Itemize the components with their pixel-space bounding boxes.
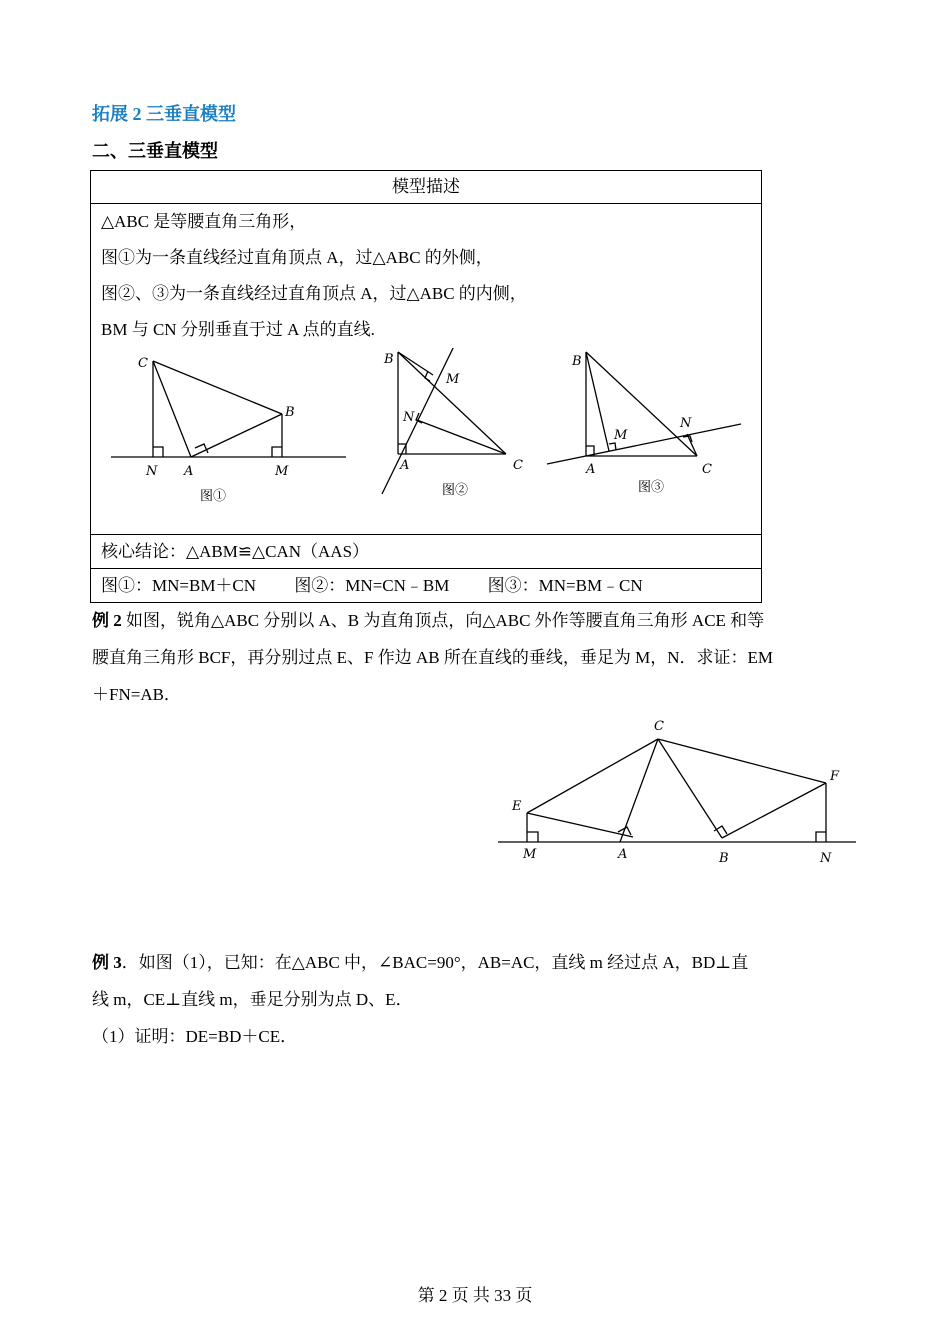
fig1-label-m: M — [275, 464, 289, 479]
fig2-label-c: C — [513, 458, 523, 473]
ex2-label-b: B — [719, 851, 729, 866]
example3-line-3: （1）证明：DE=BD＋CE． — [92, 1027, 298, 1046]
section-title: 拓展 2 三垂直模型 — [92, 104, 236, 124]
ex2-label-a: A — [618, 847, 628, 862]
desc-line-2: 图①为一条直线经过直角顶点 A，过△ABC 的外侧， — [101, 248, 493, 267]
model-figures — [101, 348, 751, 534]
example3-text — [92, 944, 862, 1055]
example2-label: 例 2 — [92, 611, 122, 630]
fig3-label-m: M — [614, 428, 628, 443]
desc-line-3: 图②、③为一条直线经过直角顶点 A，过△ABC 的内侧， — [101, 284, 527, 303]
results-row — [91, 569, 762, 603]
fig3-label-n: N — [680, 416, 692, 431]
core-conclusion: 核心结论：△ABM≌△CAN（AAS） — [91, 535, 762, 569]
fig1-label-n: N — [146, 464, 158, 479]
fig2-label-n: N — [403, 410, 415, 425]
example3-line-1: ．如图（1），已知：在△ABC 中，∠BAC=90°，AB=AC，直线 m 经过点 A，BD⊥直 — [121, 953, 749, 972]
result-fig1: 图①：MN=BM＋CN — [101, 576, 257, 595]
result-fig2: 图②：MN=CN﹣BM — [294, 576, 450, 595]
example2-line-1: 如图，锐角△ABC 分别以 A、B 为直角顶点，向△ABC 外作等腰直角三角形 ACE 和等 — [126, 611, 765, 630]
fig1-label-b: B — [285, 405, 295, 420]
fig3-caption: 图③ — [638, 480, 665, 495]
model-figures-svg — [101, 348, 751, 534]
fig1-label-a: A — [184, 464, 194, 479]
ex2-label-c: C — [654, 719, 664, 734]
fig2-caption: 图② — [442, 483, 469, 498]
desc-line-4: BM 与 CN 分别垂直于过 A 点的直线. — [101, 320, 375, 339]
page-footer: 第 2 页 共 33 页 — [417, 1286, 533, 1305]
fig2-label-m: M — [446, 372, 460, 387]
ex2-label-m: M — [523, 847, 537, 862]
example2-figure — [490, 710, 870, 880]
result-fig3: 图③：MN=BM﹣CN — [487, 576, 643, 595]
desc-line-1: △ABC 是等腰直角三角形， — [101, 212, 307, 231]
example3-line-2: 线 m，CE⊥直线 m，垂足分别为点 D、E． — [92, 990, 413, 1009]
example2-text — [92, 602, 862, 713]
fig3-label-a: A — [586, 462, 596, 477]
fig1-caption: 图① — [200, 489, 227, 504]
sub-title: 二、三垂直模型 — [92, 141, 218, 161]
example2-line-3: ＋FN=AB． — [92, 685, 181, 704]
fig2-label-b: B — [384, 352, 394, 367]
model-table-header: 模型描述 — [91, 171, 762, 204]
ex2-label-f: F — [830, 769, 840, 784]
fig3-label-b: B — [572, 354, 582, 369]
fig2-label-a: A — [400, 458, 410, 473]
example3-label: 例 3 — [92, 953, 122, 972]
ex2-label-e: E — [512, 799, 522, 814]
fig1-label-c: C — [138, 356, 148, 371]
example2-line-2: 腰直角三角形 BCF，再分别过点 E、F 作边 AB 所在直线的垂线，垂足为 M，N．求证：EM — [92, 648, 773, 667]
ex2-label-n: N — [820, 851, 832, 866]
model-table — [90, 170, 762, 603]
fig3-label-c: C — [702, 462, 712, 477]
